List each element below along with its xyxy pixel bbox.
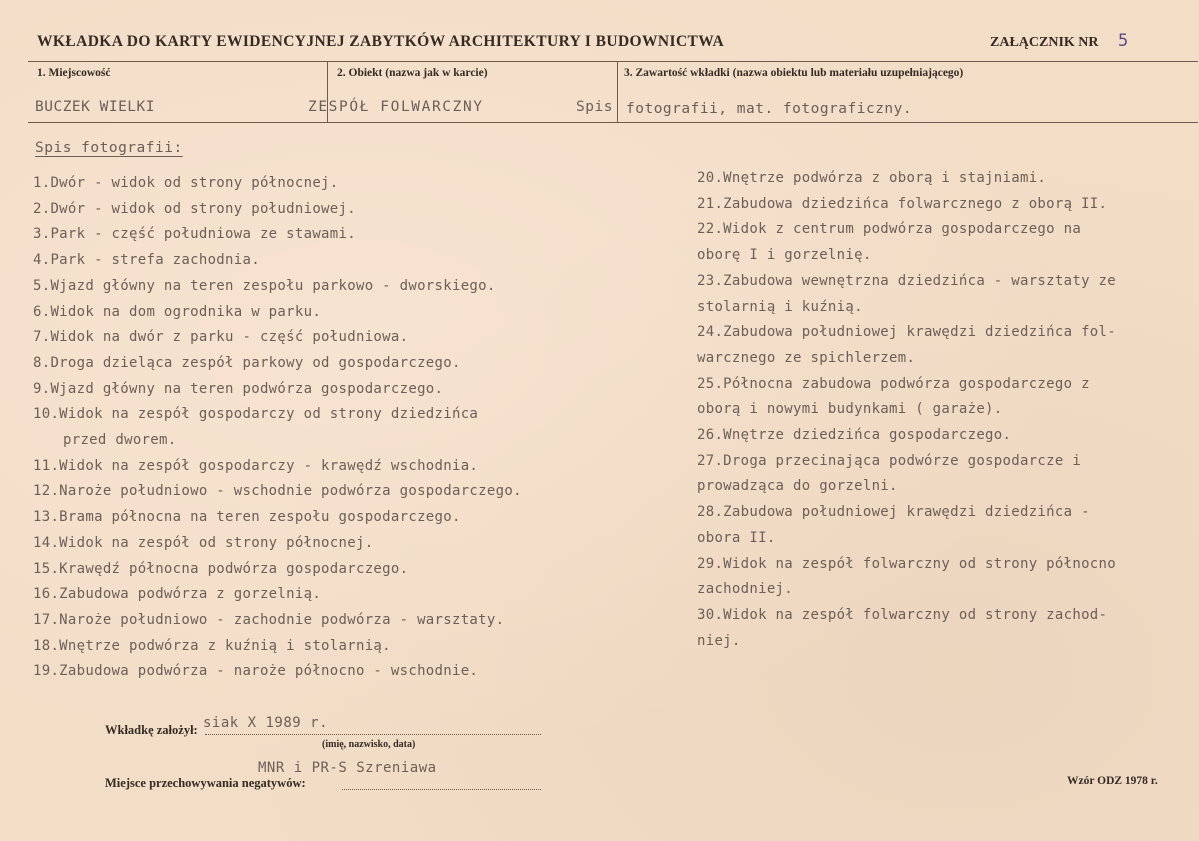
- photo-list-item-line: 3.Park - część południowa ze stawami.: [33, 226, 356, 243]
- photo-list-item: [33, 248, 653, 274]
- photo-list-item-line: 26.Wnętrze dziedzińca gospodarczego.: [697, 427, 1012, 444]
- photo-list-item-line: 4.Park - strefa zachodnia.: [33, 252, 260, 269]
- photo-list-item-line: 23.Zabudowa wewnętrzna dziedzińca - warsztaty ze: [697, 272, 1116, 289]
- negatives-dotline: [342, 789, 541, 790]
- photo-list-item-line: 21.Zabudowa dziedzińca folwarcznego z oborą II.: [697, 195, 1108, 212]
- photo-list-item: [33, 300, 653, 326]
- photo-list-item: [697, 500, 1192, 551]
- photo-list-item-line: 12.Naroże południowo - wschodnie podwórza gospodarczego.: [33, 483, 522, 500]
- photo-list-item-line: 2.Dwór - widok od strony południowej.: [33, 200, 356, 217]
- photo-list-item-continuation: oborę I i gorzelnię.: [697, 247, 872, 264]
- photo-list-item-line: 29.Widok na zespół folwarczny od strony północno: [697, 555, 1116, 572]
- photo-list-item-line: 5.Wjazd główny na teren zespołu parkowo - dworskiego.: [33, 277, 496, 294]
- photo-list-item-line: 28.Zabudowa południowej krawędzi dziedzińca -: [697, 504, 1090, 521]
- photo-list-item: [33, 582, 653, 608]
- photo-list-item: [33, 531, 653, 557]
- photo-list-item-continuation: prowadząca do gorzelni.: [697, 478, 898, 495]
- photo-list-item: [33, 402, 653, 453]
- photo-list-item: [33, 505, 653, 531]
- photo-list-item: [697, 166, 1192, 192]
- locality-label: 1. Miejscowość: [37, 67, 111, 79]
- negatives-value: MNR i PR-S Szreniawa: [258, 760, 437, 776]
- photo-list-left: [33, 171, 653, 685]
- photo-list-item-continuation: warcznego ze spichlerzem.: [697, 349, 916, 366]
- prepared-label: Wkładkę założył:: [105, 723, 198, 737]
- photo-list-item-line: 30.Widok na zespół folwarczny od strony zachod-: [697, 606, 1108, 623]
- photo-list-item-line: 14.Widok na zespół od strony północnej.: [33, 534, 374, 551]
- photo-list-item: [33, 608, 653, 634]
- photo-list-item: [33, 479, 653, 505]
- prepared-dotline: [205, 734, 541, 735]
- photo-list-item-line: 9.Wjazd główny na teren podwórza gospodarczego.: [33, 380, 444, 397]
- photo-list-item: [33, 171, 653, 197]
- photo-list-item-line: 17.Naroże południowo - zachodnie podwórza - warsztaty.: [33, 611, 505, 628]
- photo-list-item-continuation: przed dworem.: [63, 432, 177, 449]
- photo-list-item-line: 8.Droga dzieląca zespół parkowy od gospodarczego.: [33, 354, 461, 371]
- object-value: ZESPÓŁ FOLWARCZNY: [308, 99, 484, 115]
- photo-list-item-continuation: zachodniej.: [697, 581, 794, 598]
- photo-list-item-line: 25.Północna zabudowa podwórza gospodarczego z: [697, 375, 1090, 392]
- photo-list-item: [697, 192, 1192, 218]
- photo-list-item-line: 18.Wnętrze podwórza z kuźnią i stolarnią.: [33, 637, 391, 654]
- photo-list-item-line: 6.Widok na dom ogrodnika w parku.: [33, 303, 322, 320]
- locality-value: BUCZEK WIELKI: [35, 99, 155, 115]
- photo-list-item: [33, 351, 653, 377]
- photo-list-item-line: 11.Widok na zespół gospodarczy - krawędź wschodnia.: [33, 457, 479, 474]
- photo-list-item: [697, 449, 1192, 500]
- photo-list-item-line: 19.Zabudowa podwórza - naroże północno - wschodnie.: [33, 663, 479, 680]
- photo-list-item-continuation: niej.: [697, 632, 741, 649]
- photo-list-item: [697, 372, 1192, 423]
- photo-list-item: [697, 217, 1192, 268]
- negatives-label: Miejsce przechowywania negatywów:: [105, 776, 306, 790]
- photo-list-item-continuation: stolarnią i kuźnią.: [697, 298, 863, 315]
- photo-list-item: [33, 557, 653, 583]
- header-rule-bottom: [28, 122, 1198, 123]
- header-rule-top: [28, 61, 1198, 62]
- photo-list-item: [33, 634, 653, 660]
- photo-list-item: [33, 222, 653, 248]
- photo-list-item: [697, 320, 1192, 371]
- photo-list-item-line: 7.Widok na dwór z parku - część południowa.: [33, 329, 409, 346]
- photo-list-item-line: 10.Widok na zespół gospodarczy od strony dziedzińca: [33, 406, 479, 423]
- photo-list-item: [33, 659, 653, 685]
- photo-list-item: [33, 197, 653, 223]
- photo-list-item: [697, 603, 1192, 654]
- content-value: fotografii, mat. fotograficzny.: [626, 101, 913, 117]
- column-divider-2: [617, 61, 618, 123]
- card-title: WKŁADKA DO KARTY EWIDENCYJNEJ ZABYTKÓW ARCHITEKTURY I BUDOWNICTWA: [37, 33, 725, 50]
- photo-list-item-line: 27.Droga przecinająca podwórze gospodarcze i: [697, 452, 1082, 469]
- photo-list-item-line: 24.Zabudowa południowej krawędzi dziedzińca fol-: [697, 324, 1116, 341]
- photo-list-item-line: 20.Wnętrze podwórza z oborą i stajniami.: [697, 170, 1047, 186]
- photo-list-item: [33, 325, 653, 351]
- content-value-prefix: Spis: [576, 99, 613, 115]
- photo-list-item-continuation: obora II.: [697, 529, 776, 546]
- photo-list-right: [697, 166, 1192, 654]
- prepared-hint: (imię, nazwisko, data): [322, 739, 416, 750]
- photo-list-item: [33, 377, 653, 403]
- photo-list-item: [697, 269, 1192, 320]
- list-title: Spis fotografii:: [35, 140, 183, 156]
- photo-list-item-line: 22.Widok z centrum podwórza gospodarczego na: [697, 221, 1082, 238]
- photo-list-item-line: 1.Dwór - widok od strony północnej.: [33, 175, 339, 191]
- object-label: 2. Obiekt (nazwa jak w karcie): [337, 67, 488, 79]
- photo-list-item: [33, 274, 653, 300]
- photo-list-item: [697, 423, 1192, 449]
- prepared-value: siak X 1989 r.: [203, 715, 329, 731]
- photo-list-item-line: 15.Krawędź północna podwórza gospodarczego.: [33, 560, 409, 577]
- annex-label: ZAŁĄCZNIK NR: [990, 35, 1099, 50]
- photo-list-item-line: 13.Brama północna na teren zespołu gospodarczego.: [33, 509, 461, 526]
- photo-list-item: [33, 454, 653, 480]
- photo-list-item-continuation: oborą i nowymi budynkami ( garaże).: [697, 401, 1003, 418]
- photo-list-item-line: 16.Zabudowa podwórza z gorzelnią.: [33, 586, 322, 603]
- template-label: Wzór ODZ 1978 r.: [1067, 775, 1158, 787]
- photo-list-item: [697, 552, 1192, 603]
- content-label: 3. Zawartość wkładki (nazwa obiektu lub materiału uzupełniającego): [624, 67, 964, 79]
- annex-number: 5: [1118, 31, 1129, 51]
